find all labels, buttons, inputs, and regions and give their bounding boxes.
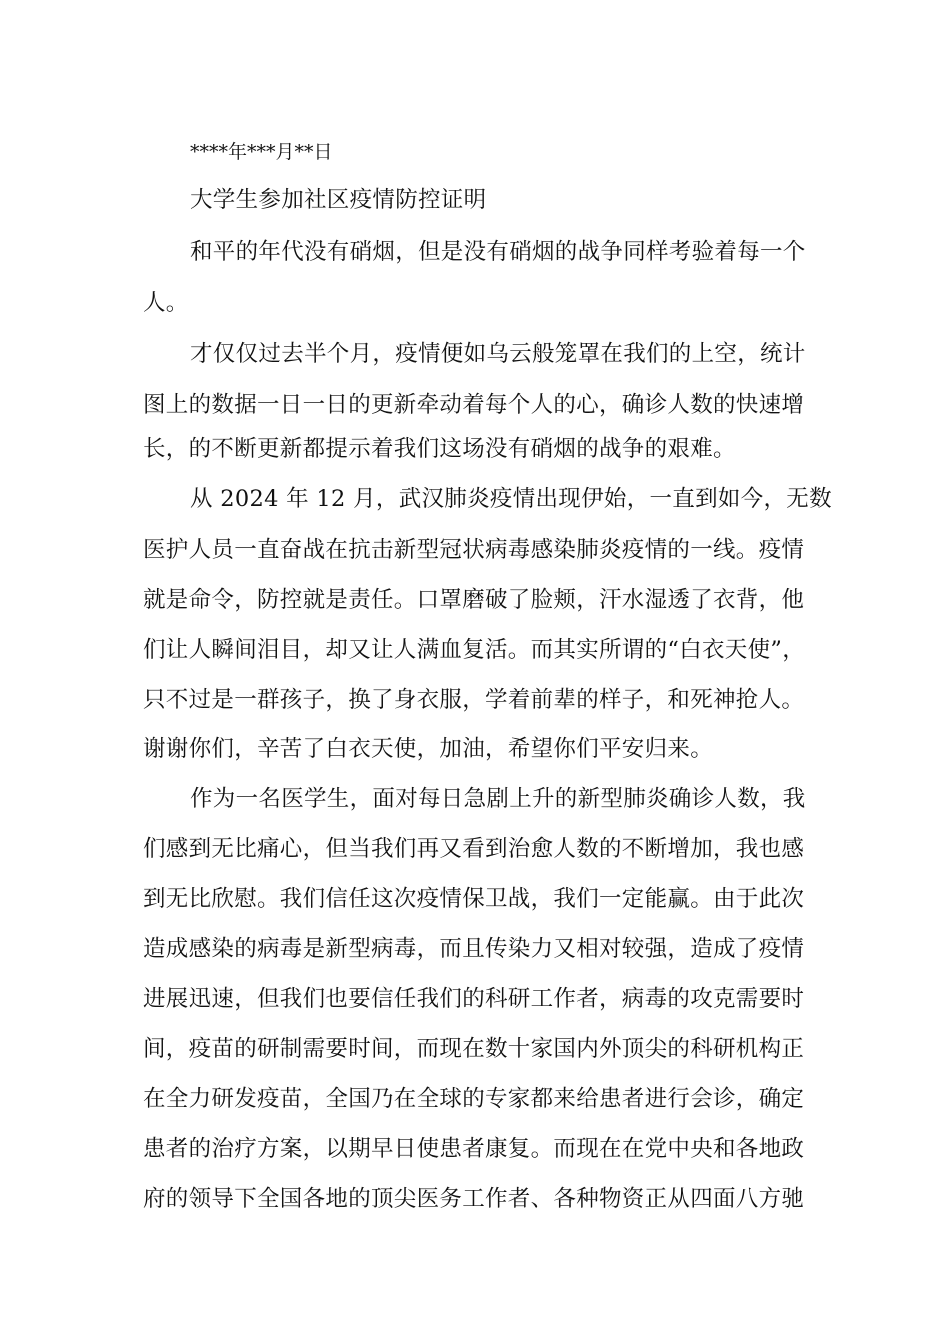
paragraph-line: 和平的年代没有硝烟，但是没有硝烟的战争同样考验着每一个 [190,239,806,265]
paragraph-line: 进展迅速，但我们也要信任我们的科研工作者，病毒的攻克需要时 [143,986,805,1012]
paragraph-line: 医护人员一直奋战在抗击新型冠状病毒感染肺炎疫情的一线。疫情 [143,537,805,563]
paragraph-line: 在全力研发疫苗，全国乃在全球的专家都来给患者进行会诊，确定 [143,1086,805,1112]
paragraph-line: 长，的不断更新都提示着我们这场没有硝烟的战争的艰难。 [143,436,736,462]
paragraph-line: 就是命令，防控就是责任。口罩磨破了脸颊，汗水湿透了衣背，他 [143,587,805,613]
paragraph-line: 患者的治疗方案，以期早日使患者康复。而现在在党中央和各地政 [143,1136,805,1162]
paragraph-line: 间，疫苗的研制需要时间，而现在数十家国内外顶尖的科研机构正 [143,1036,805,1062]
paragraph-line: 才仅仅过去半个月，疫情便如乌云般笼罩在我们的上空，统计 [190,341,806,367]
paragraph-line: 府的领导下全国各地的顶尖医务工作者、各种物资正从四面八方驰 [143,1186,805,1212]
paragraph-line: 作为一名医学生，面对每日急剧上升的新型肺炎确诊人数，我 [190,786,806,812]
paragraph-line: 图上的数据一日一日的更新牵动着每个人的心，确诊人数的快速增 [143,392,805,418]
paragraph-line: 到无比欣慰。我们信任这次疫情保卫战，我们一定能赢。由于此次 [143,886,805,912]
paragraph-line: 们感到无比痛心，但当我们再又看到治愈人数的不断增加，我也感 [143,836,805,862]
paragraph-line: 们让人瞬间泪目，却又让人满血复活。而其实所谓的“白衣天使”， [143,637,806,663]
paragraph-line: 谢谢你们，辛苦了白衣天使，加油，希望你们平安归来。 [143,736,714,762]
paragraph-line: 人。 [143,290,189,316]
paragraph-line: 从 2024 年 12 月，武汉肺炎疫情出现伊始，一直到如今，无数 [190,486,832,512]
date-line: ****年***月**日 [190,141,333,163]
paragraph-line: 只不过是一群孩子，换了身衣服，学着前辈的样子，和死神抢人。 [143,687,805,713]
paragraph-line: 造成感染的病毒是新型病毒，而且传染力又相对较强，造成了疫情 [143,936,805,962]
document-title: 大学生参加社区疫情防控证明 [190,187,487,213]
